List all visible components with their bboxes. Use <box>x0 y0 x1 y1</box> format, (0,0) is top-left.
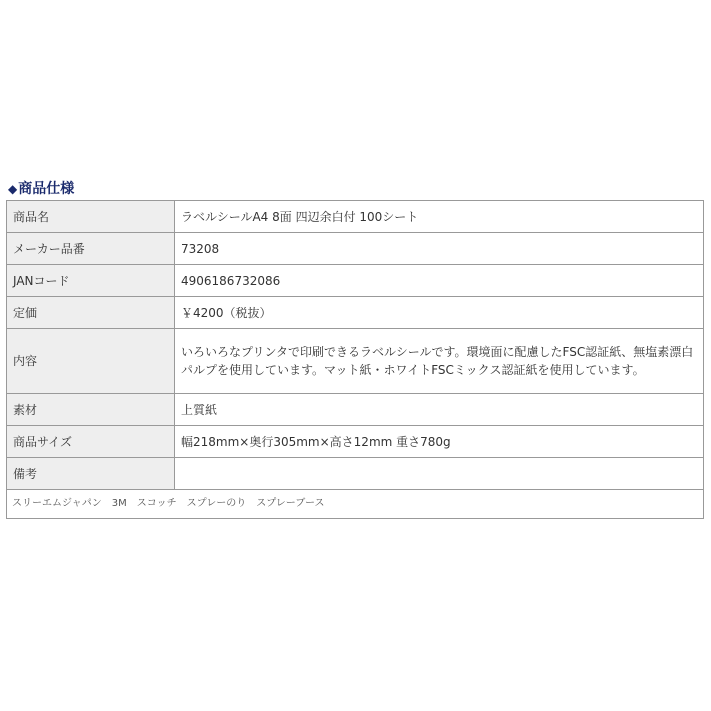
section-title <box>8 180 74 198</box>
diamond-icon: ◆ <box>8 182 18 196</box>
spec-row-maker-number <box>7 233 704 265</box>
spec-table <box>6 200 704 519</box>
keywords-text: スリーエムジャパン 3M スコッチ スプレーのり スプレーブース <box>7 490 704 519</box>
spec-label: 内容 <box>7 329 175 394</box>
spec-value: ￥4200（税抜） <box>175 297 704 329</box>
spec-row-jan-code <box>7 265 704 297</box>
spec-row-list-price <box>7 297 704 329</box>
spec-value: 4906186732086 <box>175 265 704 297</box>
spec-value: ラベルシールA4 8面 四辺余白付 100シート <box>175 201 704 233</box>
spec-label: 定価 <box>7 297 175 329</box>
spec-row-product-size <box>7 426 704 458</box>
spec-label: 商品名 <box>7 201 175 233</box>
spec-label: 商品サイズ <box>7 426 175 458</box>
spec-label: JANコード <box>7 265 175 297</box>
spec-value <box>175 458 704 490</box>
spec-row-keywords <box>7 490 704 519</box>
spec-label: 備考 <box>7 458 175 490</box>
spec-value: 73208 <box>175 233 704 265</box>
spec-label: メーカー品番 <box>7 233 175 265</box>
spec-row-contents <box>7 329 704 394</box>
spec-row-remarks <box>7 458 704 490</box>
spec-row-material <box>7 394 704 426</box>
spec-value: いろいろなプリンタで印刷できるラベルシールです。環境面に配慮したFSC認証紙、無塩素漂白パルプを使用しています。マット紙・ホワイトFSCミックス認証紙を使用しています。 <box>175 329 704 394</box>
spec-value: 上質紙 <box>175 394 704 426</box>
section-title-text: 商品仕様 <box>18 181 75 197</box>
spec-label: 素材 <box>7 394 175 426</box>
spec-row-product-name <box>7 201 704 233</box>
spec-value: 幅218mm×奥行305mm×高さ12mm 重さ780g <box>175 426 704 458</box>
